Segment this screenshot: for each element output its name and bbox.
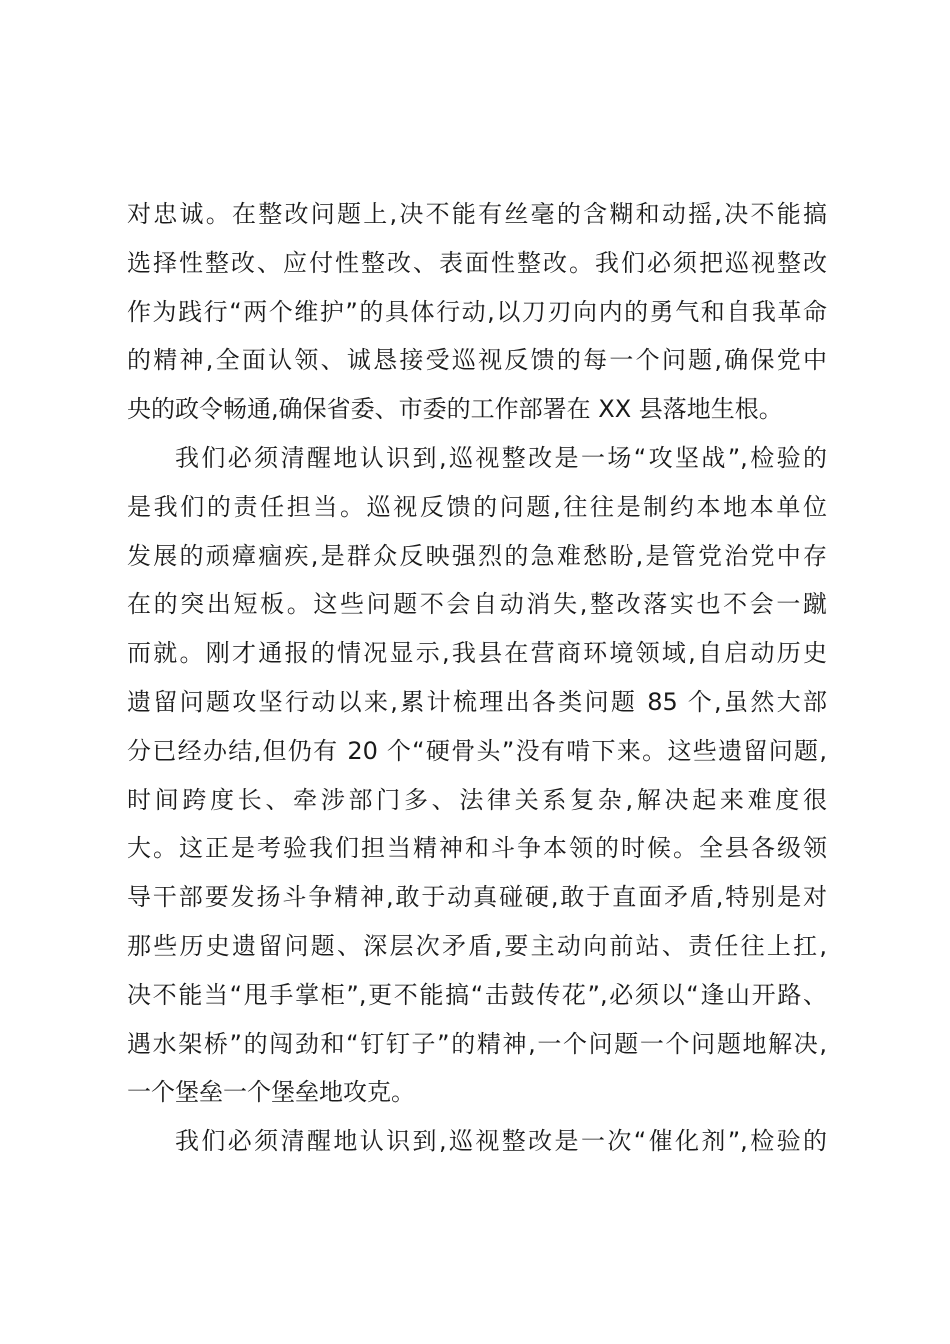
- text-line: 对忠诚。在整改问题上,决不能有丝毫的含糊和动摇,决不能搞: [127, 200, 827, 228]
- text-line: 导干部要发扬斗争精神,敢于动真碰硬,敢于直面矛盾,特别是对: [127, 883, 827, 912]
- text-line: 央的政令畅通,确保省委、市委的工作部署在 XX 县落地生根。: [127, 395, 783, 424]
- paragraph-2: [127, 434, 827, 1117]
- text-line: 那些历史遗留问题、深层次矛盾,要主动向前站、责任往上扛,: [127, 931, 827, 960]
- body-text: [127, 190, 827, 1166]
- paragraph-1: [127, 190, 827, 434]
- text-line: 遗留问题攻坚行动以来,累计梳理出各类问题 85 个,虽然大部: [127, 687, 827, 716]
- text-line: 选择性整改、应付性整改、表面性整改。我们必须把巡视整改: [127, 248, 827, 277]
- text-line: 在的突出短板。这些问题不会自动消失,整改落实也不会一蹴: [127, 590, 827, 619]
- text-line: 大。这正是考验我们担当精神和斗争本领的时候。全县各级领: [127, 834, 827, 863]
- text-line: 我们必须清醒地认识到,巡视整改是一场“攻坚战”,检验的: [175, 443, 827, 472]
- text-line: 时间跨度长、牵涉部门多、法律关系复杂,解决起来难度很: [127, 785, 827, 814]
- text-line: 的精神,全面认领、诚恳接受巡视反馈的每一个问题,确保党中: [127, 346, 827, 375]
- text-line: 一个堡垒一个堡垒地攻克。: [127, 1078, 415, 1107]
- text-line: 作为践行“两个维护”的具体行动,以刀刃向内的勇气和自我革命: [127, 297, 827, 326]
- text-line: 我们必须清醒地认识到,巡视整改是一次“催化剂”,检验的: [175, 1127, 827, 1156]
- text-line: 决不能当“甩手掌柜”,更不能搞“击鼓传花”,必须以“逢山开路、: [127, 980, 827, 1009]
- text-line: 遇水架桥”的闯劲和“钉钉子”的精神,一个问题一个问题地解决,: [127, 1029, 827, 1058]
- paragraph-3: [127, 1117, 827, 1166]
- text-line: 是我们的责任担当。巡视反馈的问题,往往是制约本地本单位: [127, 492, 827, 521]
- text-line: 分已经办结,但仍有 20 个“硬骨头”没有啃下来。这些遗留问题,: [127, 736, 827, 765]
- text-line: 而就。刚才通报的情况显示,我县在营商环境领域,自启动历史: [127, 639, 827, 668]
- text-line: 发展的顽瘴痼疾,是群众反映强烈的急难愁盼,是管党治党中存: [127, 541, 827, 570]
